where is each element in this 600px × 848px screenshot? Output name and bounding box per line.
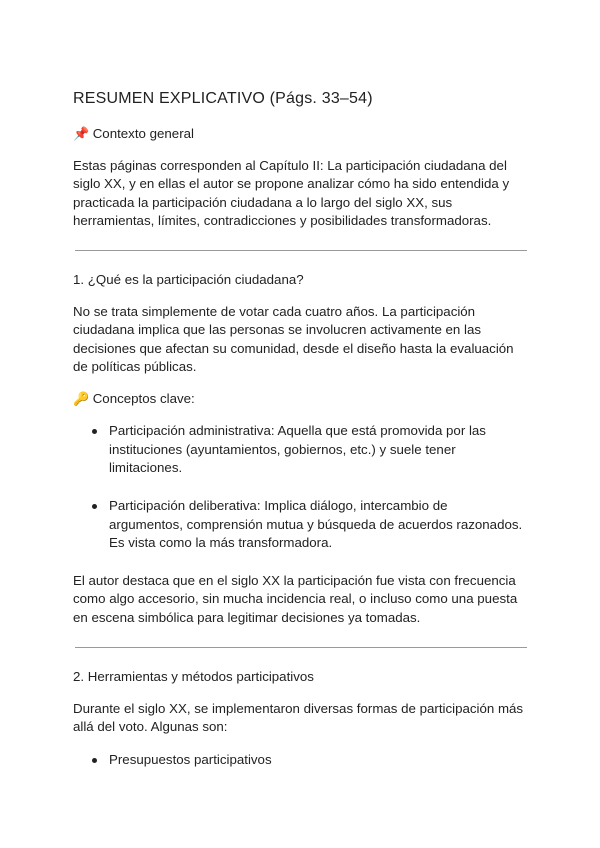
key-icon: 🔑	[73, 391, 90, 407]
methods-list	[73, 751, 524, 769]
section2-paragraph: Durante el siglo XX, se implementaron diversas formas de participación más allá del voto. Algunas son:	[73, 701, 524, 735]
context-heading-label: Contexto general	[92, 126, 194, 141]
context-paragraph: Estas páginas corresponden al Capítulo II: La participación ciudadana del siglo XX, y en ellas el autor se propone analizar cómo ha sido entendida y practicada la participación ciudadana a lo largo del siglo XX, sus herramientas, límites, contradicciones y posibilidades transformadoras.	[73, 158, 510, 228]
section-divider	[75, 647, 527, 648]
pushpin-icon: 📌	[73, 126, 90, 141]
section1-closing-paragraph: El autor destaca que en el siglo XX la participación fue vista con frecuencia como algo accesorio, sin mucha incidencia real, o incluso como una puesta en escena simbólica para legitimar decisiones ya tomadas.	[73, 573, 518, 625]
document-title: RESUMEN EXPLICATIVO (Págs. 33–54)	[73, 90, 373, 107]
section1-heading: 1. ¿Qué es la participación ciudadana?	[73, 272, 304, 288]
section1-paragraph: No se trata simplemente de votar cada cuatro años. La participación ciudadana implica que las personas se involucren activamente en las decisiones que afectan su comunidad, desde el diseño hasta la evaluación de políticas públicas.	[73, 304, 514, 375]
concepts-list	[73, 422, 524, 552]
list-item: Presupuestos participativos	[91, 751, 524, 769]
list-item: Participación deliberativa: Implica diálogo, intercambio de argumentos, comprensión mutua y búsqueda de acuerdos razonados. Es vista como la más transformadora.	[91, 497, 524, 552]
list-item: Participación administrativa: Aquella que está promovida por las instituciones (ayuntamientos, gobiernos, etc.) y suele tener limitaciones.	[91, 422, 524, 477]
section2-heading: 2. Herramientas y métodos participativos	[73, 669, 314, 685]
concepts-heading-label: Conceptos clave:	[92, 391, 195, 407]
concepts-heading	[73, 390, 524, 408]
context-heading	[73, 125, 524, 143]
section-divider	[75, 250, 527, 251]
